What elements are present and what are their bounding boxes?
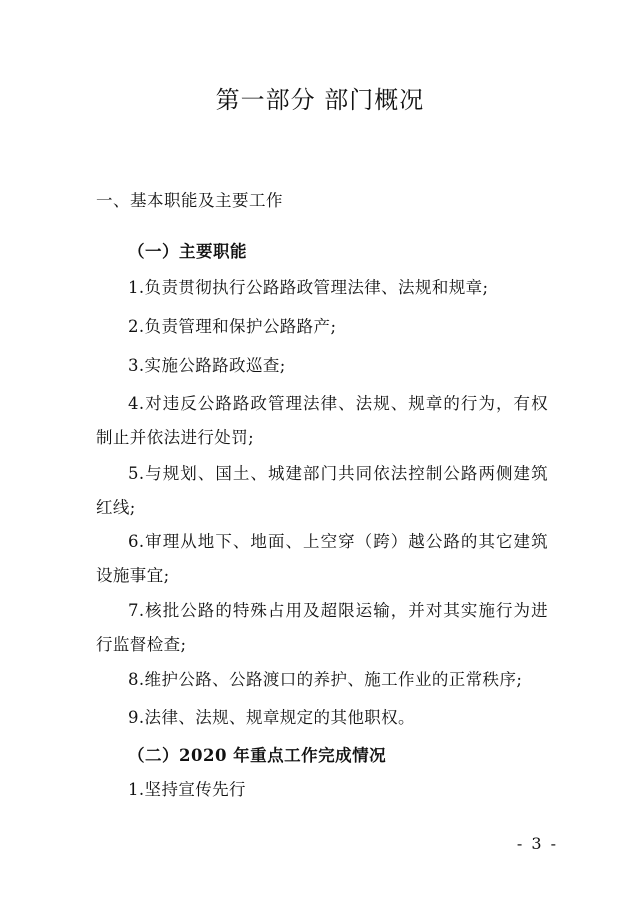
work-item-1: 1.坚持宣传先行 xyxy=(128,780,246,799)
duty-item-8: 8.维护公路、公路渡口的养护、施工作业的正常秩序; xyxy=(128,670,523,689)
duty-item-1: 1.负责贯彻执行公路路政管理法律、法规和规章; xyxy=(128,278,489,297)
duty-item-6: 6.审理从地下、地面、上空穿（跨）越公路的其它建筑设施事宜; xyxy=(96,532,548,585)
duty-item-5: 5.与规划、国土、城建部门共同依法控制公路两侧建筑红线; xyxy=(96,464,548,517)
page-title: 第一部分 部门概况 xyxy=(215,86,425,114)
subsection-heading-main-functions: （一）主要职能 xyxy=(128,242,247,261)
duty-item-2: 2.负责管理和保护公路路产; xyxy=(128,317,337,336)
page-number: - 3 - xyxy=(516,834,558,853)
duty-item-7: 7.核批公路的特殊占用及超限运输，并对其实施行为进行监督检查; xyxy=(96,601,548,654)
duty-item-9: 9.法律、法规、规章规定的其他职权。 xyxy=(128,708,415,727)
duty-item-4: 4.对违反公路路政管理法律、法规、规章的行为，有权制止并依法进行处罚; xyxy=(96,394,548,447)
subsection-heading-2020-work: （二）2020 年重点工作完成情况 xyxy=(128,746,387,765)
duty-item-3: 3.实施公路路政巡查; xyxy=(128,356,286,375)
section-heading-basic-functions: 一、基本职能及主要工作 xyxy=(96,191,283,210)
